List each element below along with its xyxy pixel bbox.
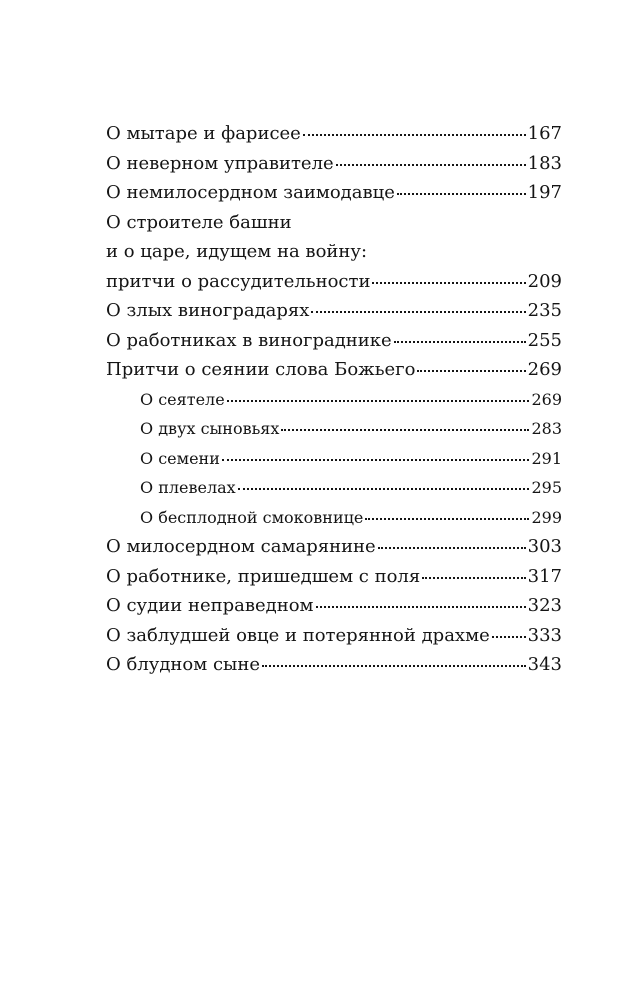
dot-leader — [336, 163, 526, 166]
dot-leader — [316, 605, 526, 608]
toc-entry-title: О работниках в винограднике — [106, 329, 392, 351]
toc-entry-continued — [106, 237, 562, 267]
toc-entry[interactable] — [106, 149, 562, 179]
toc-entry-page: 183 — [527, 152, 562, 174]
toc-entry-page: 317 — [527, 565, 562, 587]
toc-subentry[interactable] — [106, 385, 562, 415]
toc-entry-title: О сеятеле — [140, 389, 225, 409]
toc-entry[interactable] — [106, 650, 562, 680]
toc-entry[interactable] — [106, 296, 562, 326]
toc-entry[interactable] — [106, 267, 562, 297]
toc-entry-title: О блудном сыне — [106, 654, 261, 675]
toc-entry-title: О судии неправедном — [106, 595, 314, 616]
dot-leader — [422, 576, 525, 579]
toc-entry-title: О работнике, пришедшем с поля — [106, 565, 421, 587]
toc-entry-page: 303 — [527, 536, 562, 557]
dot-leader — [303, 133, 526, 136]
toc-entry-page: 291 — [531, 448, 562, 468]
toc-entry-page: 269 — [527, 359, 562, 380]
toc-entry[interactable] — [106, 621, 562, 651]
toc-entry-page: 167 — [527, 123, 562, 144]
dot-leader — [222, 458, 530, 461]
table-of-contents — [106, 119, 562, 680]
toc-entry-page: 299 — [531, 507, 562, 527]
toc-entry-title: О плевелах — [140, 478, 236, 497]
toc-entry-title: О бесплодной смоковнице — [140, 507, 364, 527]
dot-leader — [372, 281, 525, 284]
toc-entry-page: 323 — [527, 595, 562, 616]
toc-entry-page: 235 — [527, 300, 562, 321]
dot-leader — [262, 664, 526, 667]
dot-leader — [394, 340, 526, 343]
toc-entry-title: притчи о рассудительности — [106, 270, 371, 292]
toc-entry[interactable] — [106, 562, 562, 592]
toc-entry-title: О злых виноградарях — [106, 300, 310, 321]
toc-subentry[interactable] — [106, 444, 562, 474]
toc-entry-title: О немилосердном заимодавце — [106, 182, 395, 203]
toc-subentry[interactable] — [106, 414, 562, 444]
toc-entry-page: 283 — [531, 419, 562, 438]
dot-leader — [397, 192, 526, 195]
toc-entry-title: О заблудшей овце и потерянной драхме — [106, 624, 490, 646]
toc-entry[interactable] — [106, 532, 562, 562]
dot-leader — [365, 517, 529, 520]
toc-entry-title: О строителе башни — [106, 211, 292, 233]
toc-entry-title: О семени — [140, 448, 220, 468]
dot-leader — [311, 310, 525, 313]
toc-entry-page: 343 — [527, 654, 562, 675]
toc-entry[interactable] — [106, 119, 562, 149]
toc-subentry[interactable] — [106, 503, 562, 533]
toc-entry-page: 333 — [527, 624, 562, 646]
toc-entry-page: 209 — [527, 270, 562, 292]
toc-entry-title: О милосердном самарянине — [106, 536, 376, 557]
toc-entry-page: 197 — [527, 182, 562, 203]
toc-entry[interactable] — [106, 355, 562, 385]
dot-leader — [417, 369, 525, 372]
dot-leader — [227, 399, 530, 402]
dot-leader — [238, 487, 530, 490]
toc-subentry[interactable] — [106, 473, 562, 503]
toc-entry-title: О мытаре и фарисее — [106, 123, 301, 144]
dot-leader — [281, 428, 529, 431]
toc-entry-title: О двух сыновьях — [140, 419, 280, 438]
toc-entry-title: Притчи о сеянии слова Божьего — [106, 359, 416, 380]
toc-entry-page: 269 — [531, 389, 562, 409]
dot-leader — [378, 546, 526, 549]
toc-entry[interactable] — [106, 178, 562, 208]
toc-entry[interactable] — [106, 591, 562, 621]
toc-entry-page: 295 — [531, 478, 562, 497]
toc-entry-title: и о царе, идущем на войну: — [106, 241, 368, 262]
dot-leader — [492, 635, 526, 638]
toc-entry-continued — [106, 208, 562, 238]
toc-entry[interactable] — [106, 326, 562, 356]
toc-entry-page: 255 — [527, 329, 562, 351]
toc-entry-title: О неверном управителе — [106, 152, 334, 174]
